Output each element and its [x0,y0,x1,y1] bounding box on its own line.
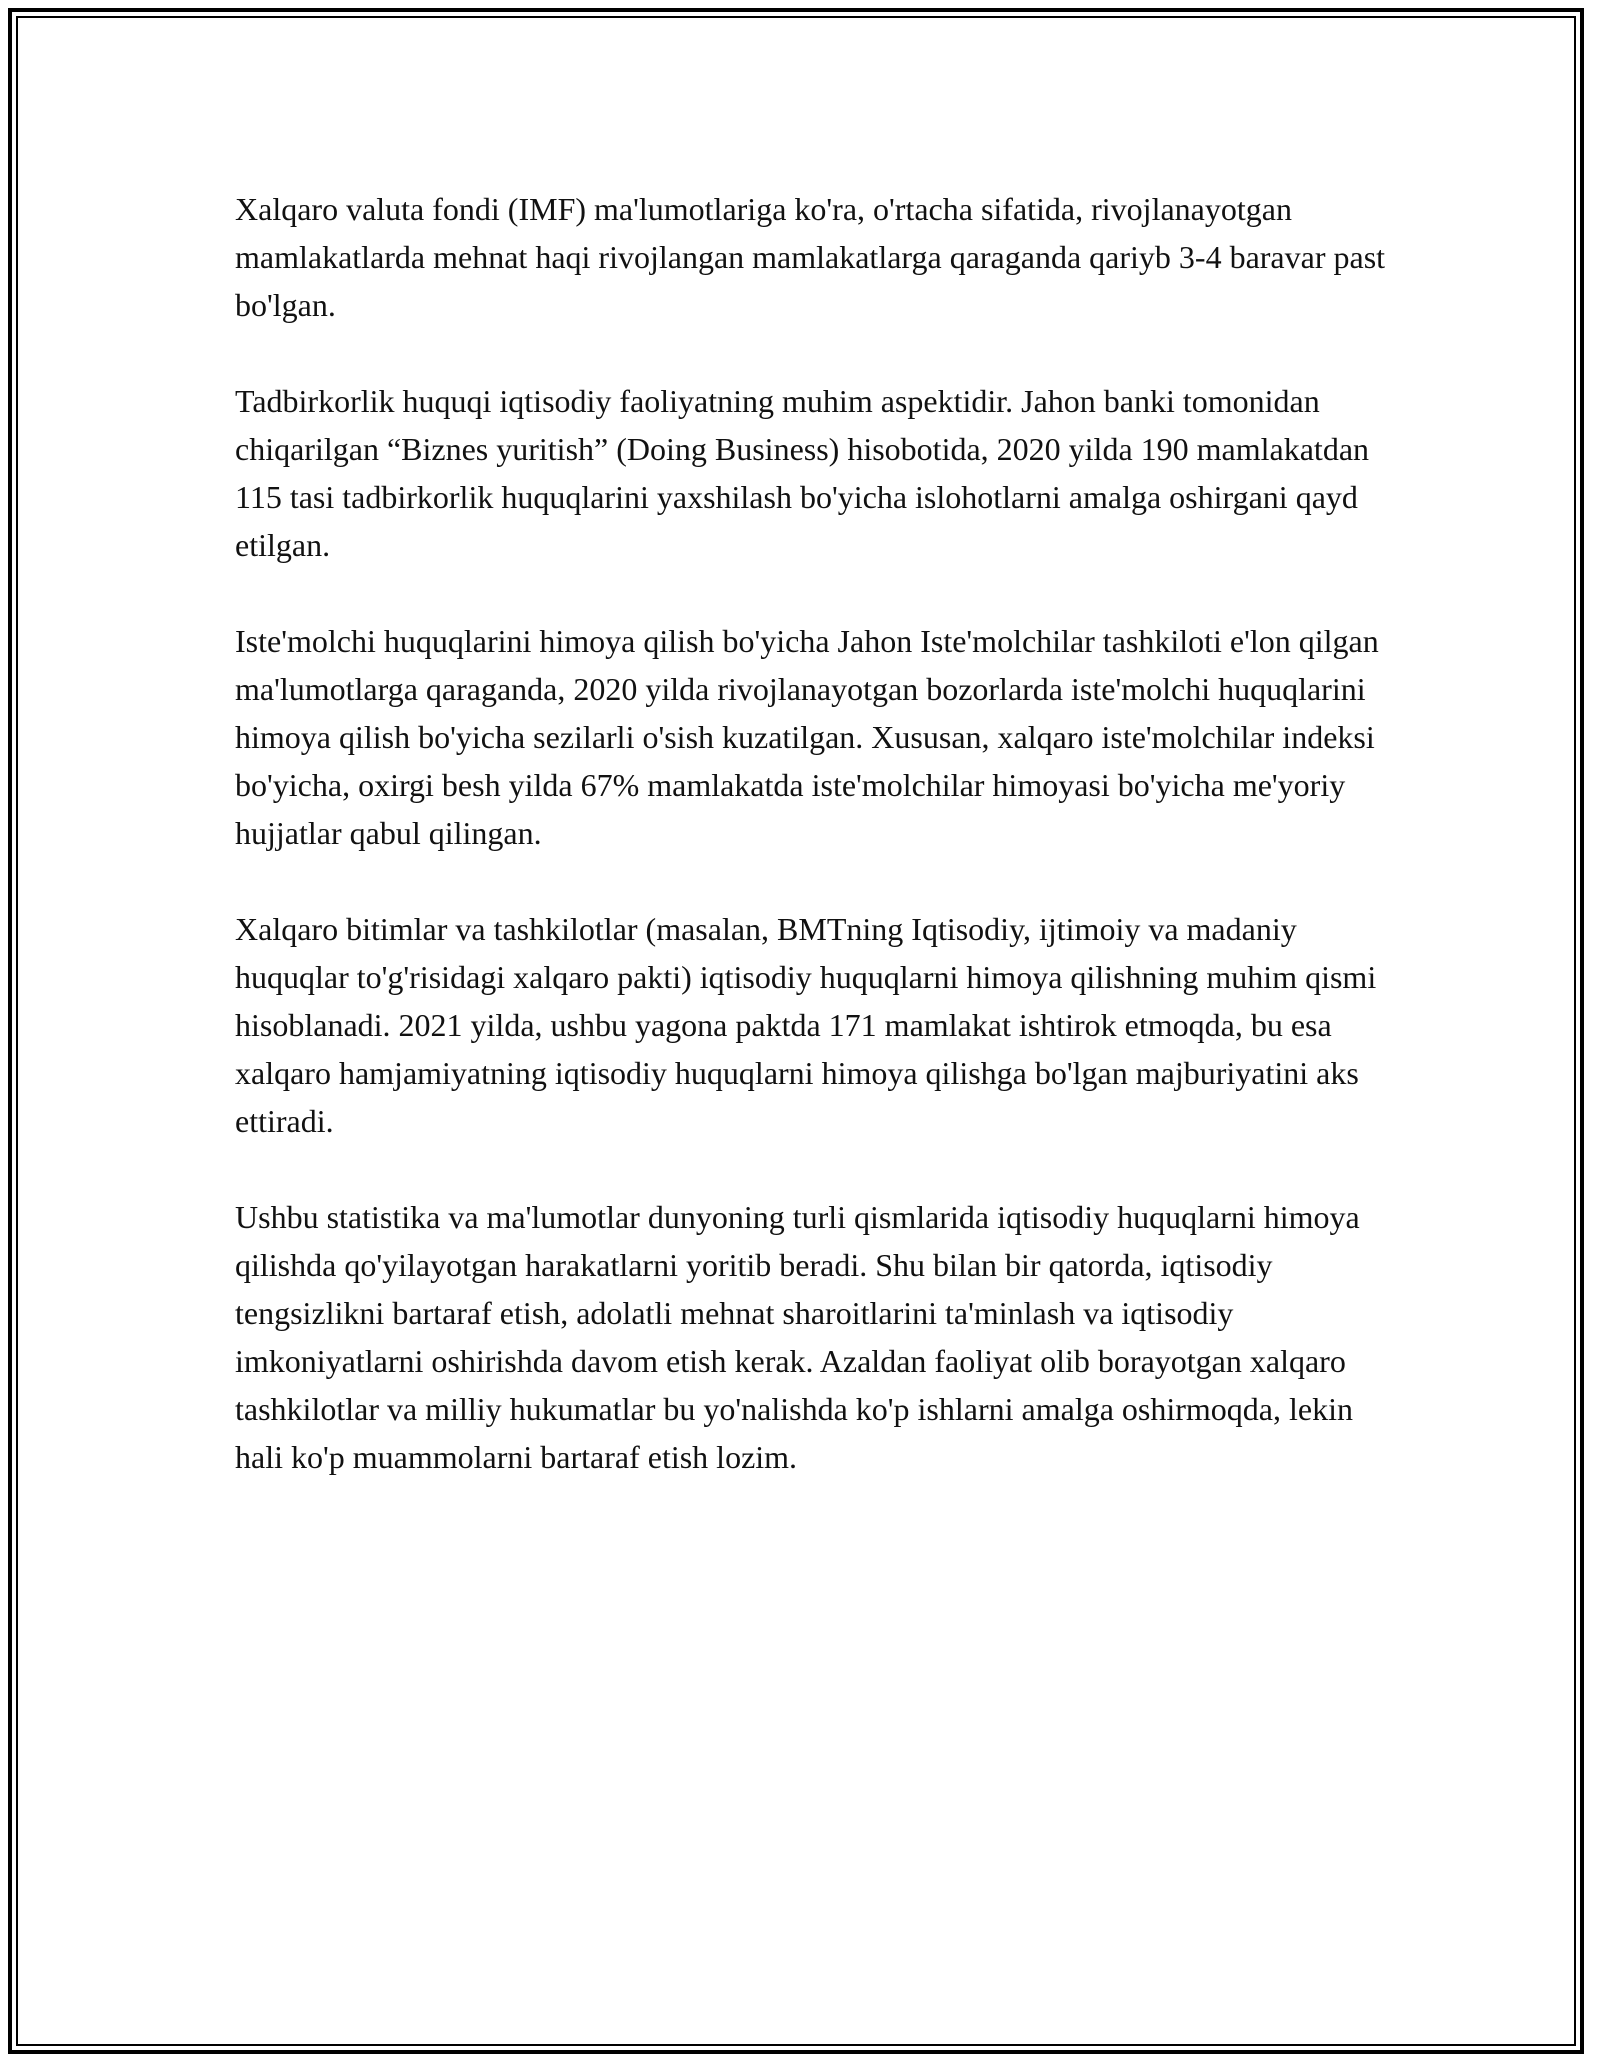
paragraph-imf-wages: Xalqaro valuta fondi (IMF) ma'lumotlariga ko'ra, o'rtacha sifatida, rivojlanayotgan mamlakatlarda mehnat haqi rivojlangan mamlakatlarga qaraganda qariyb 3-4 baravar past bo'lgan. [235,191,1386,323]
document-body [235,185,1395,1529]
paragraph-conclusion: Ushbu statistika va ma'lumotlar dunyoning turli qismlarida iqtisodiy huquqlarni himoya qilishda qo'yilayotgan harakatlarni yoritib beradi. Shu bilan bir qatorda, iqtisodiy tengsizlikni bartaraf etish, adolatli mehnat sharoitlarini ta'minlash va iqtisodiy imkoniyatlarni oshirishda davom etish kerak. Azaldan faoliyat olib borayotgan xalqaro tashkilotlar va milliy hukumatlar bu yo'nalishda ko'p ishlarni amalga oshirmoqda, lekin hali ko'p muammolarni bartaraf etish lozim. [235,1199,1360,1475]
paragraph-consumer-rights: Iste'molchi huquqlarini himoya qilish bo'yicha Jahon Iste'molchilar tashkiloti e'lon qilgan ma'lumotlarga qaraganda, 2020 yilda rivojlanayotgan bozorlarda iste'molchi huquqlarini himoya qilish bo'yicha sezilarli o'sish kuzatilgan. Xususan, xalqaro iste'molchilar indeksi bo'yicha, oxirgi besh yilda 67% mamlakatda iste'molchilar himoyasi bo'yicha me'yoriy hujjatlar qabul qilingan. [235,623,1379,851]
paragraph-doing-business: Tadbirkorlik huquqi iqtisodiy faoliyatning muhim aspektidir. Jahon banki tomonidan chiqarilgan “Biznes yuritish” (Doing Business) hisobotida, 2020 yilda 190 mamlakatdan 115 tasi tadbirkorlik huquqlarini yaxshilash bo'yicha islohotlarni amalga oshirgani qayd etilgan. [235,383,1370,563]
paragraph-international-covenant: Xalqaro bitimlar va tashkilotlar (masalan, BMTning Iqtisodiy, ijtimoiy va madaniy huquqlar to'g'risidagi xalqaro pakti) iqtisodiy huquqlarni himoya qilishning muhim qismi hisoblanadi. 2021 yilda, ushbu yagona paktda 171 mamlakat ishtirok etmoqda, bu esa xalqaro hamjamiyatning iqtisodiy huquqlarni himoya qilishga bo'lgan majburiyatini aks ettiradi. [235,911,1377,1139]
